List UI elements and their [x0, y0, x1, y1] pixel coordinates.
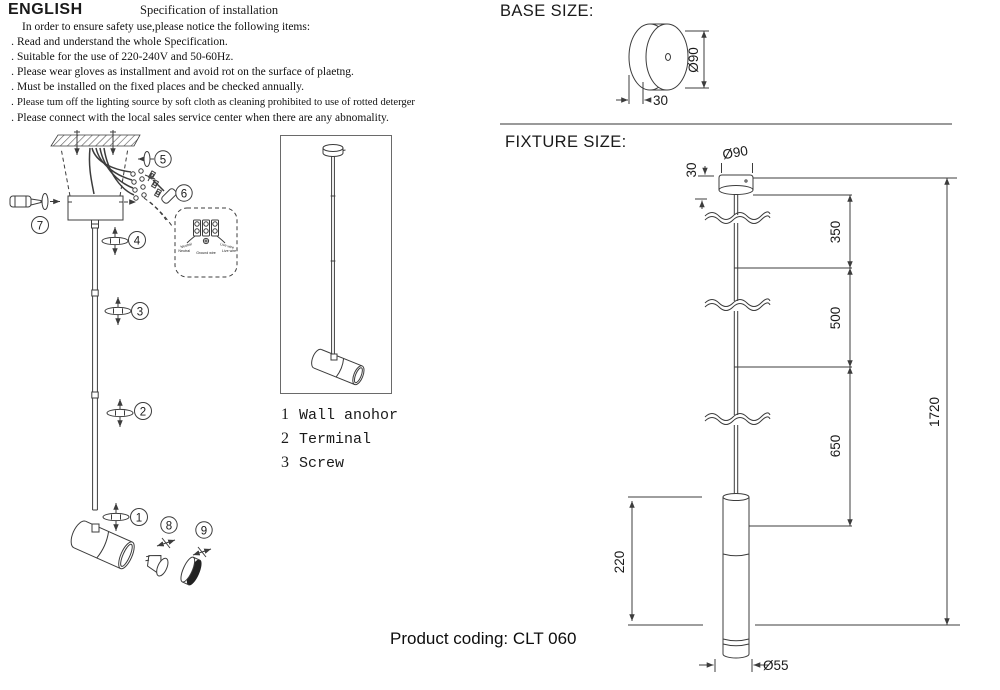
- callout-8: [161, 517, 177, 533]
- svg-text:30: 30: [684, 162, 699, 178]
- wire-label-ground: Ground wire: [196, 251, 216, 255]
- svg-text:1: 1: [135, 512, 143, 525]
- mounting-plate: [61, 148, 128, 228]
- callout-3: [132, 303, 149, 320]
- callout-6: [176, 185, 192, 201]
- section-divider: [500, 123, 952, 125]
- bullet: .: [11, 81, 14, 93]
- bullet: .: [11, 36, 14, 48]
- head-joint: [331, 354, 337, 360]
- instruction-item: . Must be installed on the fixed places and be checked annually.: [8, 81, 304, 93]
- callout-2: [135, 403, 152, 420]
- instruction-item: . Please wear gloves as installment and avoid rot on the surface of plaetng.: [8, 66, 354, 78]
- canopy-thickness-dimension: [684, 162, 714, 209]
- product-coding: Product coding: CLT 060: [390, 629, 577, 648]
- seg-mid-label: 500: [828, 306, 843, 330]
- wire-label-live: Live wire: [222, 249, 237, 253]
- base-diameter-dimension: [685, 31, 709, 88]
- ceiling-hatch: [51, 135, 140, 146]
- seg-top-label: 350: [828, 220, 843, 244]
- canopy: [719, 175, 753, 195]
- overall-dimension: [753, 178, 960, 625]
- instructions-intro: In order to ensure safety use,please notice the following items:: [22, 21, 311, 33]
- wire-label-neutral: Neutral: [178, 249, 190, 253]
- callout-5: [155, 151, 171, 167]
- page-title: Specification of installation: [140, 3, 279, 17]
- svg-text:6: 6: [180, 188, 188, 201]
- bulb: [141, 550, 170, 577]
- instruction-item: . Please connect with the local sales service center when there are any abnomality.: [8, 112, 389, 124]
- screwdriver-step6: [145, 173, 177, 204]
- bullet: .: [11, 97, 14, 108]
- head-connector: [92, 524, 99, 532]
- svg-text:3: 3: [136, 306, 144, 319]
- base-disc: [629, 24, 688, 90]
- svg-text:30: 30: [653, 93, 669, 108]
- svg-text:7: 7: [36, 220, 44, 233]
- fixture-size-heading: FIXTURE SIZE:: [505, 133, 627, 151]
- head-length-label: 220: [612, 550, 627, 574]
- bullet: .: [11, 66, 14, 78]
- spot-head: [309, 348, 366, 387]
- callout-4: [129, 232, 146, 249]
- bullet: .: [11, 51, 14, 63]
- canopy: [323, 145, 346, 157]
- bullet: .: [11, 112, 14, 124]
- suspension-rods: [92, 228, 98, 510]
- head-length-dimension: [612, 497, 703, 625]
- overall-label: 1720: [927, 396, 942, 428]
- head-diameter-dimension: [699, 658, 789, 673]
- base-size-drawing: [550, 8, 740, 123]
- lamp-head: [68, 518, 138, 570]
- svg-text:8: 8: [165, 520, 173, 533]
- svg-text:9: 9: [200, 525, 208, 538]
- rod: [331, 156, 336, 356]
- callout-9: [196, 522, 212, 538]
- fixture-size-drawing: [595, 135, 970, 680]
- svg-text:Ø90: Ø90: [686, 47, 701, 73]
- wiring-detail-inset: [175, 208, 237, 277]
- legend-item: 3 Screw: [281, 454, 345, 472]
- svg-text:4: 4: [133, 235, 141, 248]
- canopy-diameter-label: Ø90: [721, 142, 750, 163]
- svg-text:2: 2: [139, 406, 147, 419]
- base-size-heading: BASE SIZE:: [500, 2, 594, 20]
- legend-item: 2 Terminal: [281, 430, 372, 448]
- instruction-item: . Read and understand the whole Specification.: [8, 36, 228, 48]
- supply-wires: [89, 148, 134, 195]
- callout-1: [131, 509, 148, 526]
- wire-label-neutral: Neutral: [180, 242, 193, 250]
- instruction-item: . Please tum off the lighting source by soft cloth as cleaning prohibited to use of rotted deterger: [8, 97, 415, 108]
- parts-legend: [281, 406, 398, 478]
- head-diameter-label: Ø55: [763, 658, 789, 673]
- language-label: ENGLISH: [8, 1, 83, 18]
- exploded-assembly-diagram: [0, 128, 260, 603]
- svg-text:5: 5: [159, 154, 167, 167]
- head-cylinder: [723, 494, 749, 659]
- segment-dimensions: [734, 195, 852, 526]
- trim-ring: [178, 555, 204, 586]
- terminal-block: [194, 220, 219, 244]
- callout-7: [32, 217, 49, 234]
- screw-step5: [138, 152, 154, 167]
- legend-item: 1 Wall anohor: [281, 406, 399, 424]
- assembled-fixture-panel: [280, 135, 392, 394]
- wire-label-live: Live wire: [219, 242, 235, 250]
- assembled-fixture-drawing: [281, 136, 391, 393]
- suspension-rod: [734, 194, 737, 496]
- instruction-item: . Suitable for the use of 220-240V and 50-60Hz.: [8, 51, 233, 63]
- seg-bottom-label: 650: [828, 434, 843, 458]
